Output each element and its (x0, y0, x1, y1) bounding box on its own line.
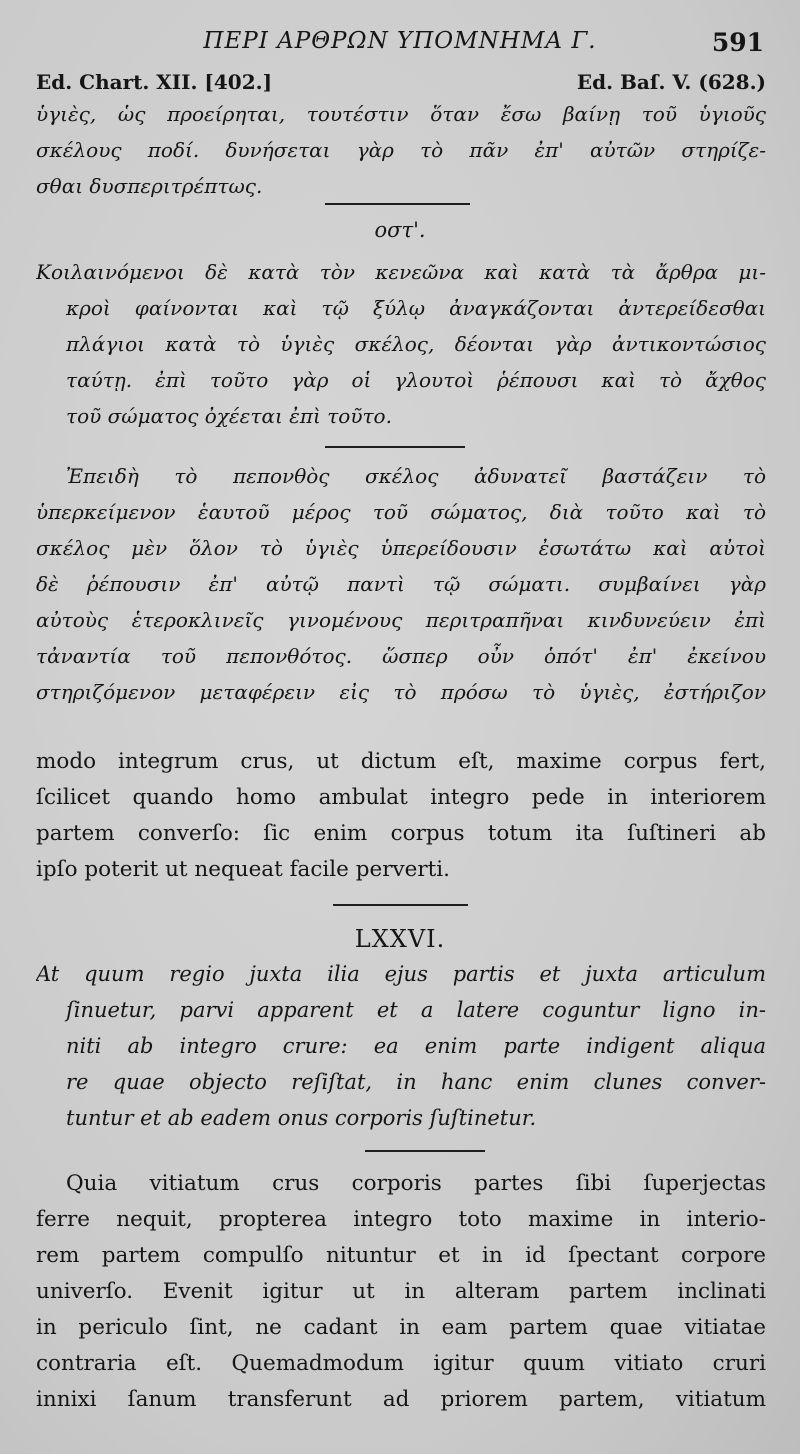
text-line: πλάγιοι κατὰ τὸ ὑγιὲς σκέλος, δέονται γὰρ ἀντικοντώσιος (66, 332, 766, 356)
text-line: innixi ſanum transferunt ad priorem partem, vitiatum (36, 1387, 766, 1412)
text-line: σκέλος μὲν ὅλον τὸ ὑγιὲς ὑπερείδουσιν ἐσωτάτω καὶ αὐτοὶ (36, 536, 766, 560)
text-line: Quia vitiatum crus corporis partes ſibi ſuperjectas (66, 1171, 766, 1196)
text-line: modo integrum crus, ut dictum eſt, maxime corpus fert, (36, 749, 766, 774)
text-line: ferre nequit, propterea integro toto maxime in interio- (36, 1207, 766, 1232)
text-line: tuntur et ab eadem onus corporis ſuſtinetur. (66, 1106, 537, 1130)
text-line: ſcilicet quando homo ambulat integro pede in interiorem (36, 785, 766, 810)
text-line: ſinuetur, parvi apparent et a latere coguntur ligno in- (66, 998, 766, 1022)
latin-galen-commentary (36, 1166, 766, 1418)
text-line: ταύτῃ. ἐπὶ τοῦτο γὰρ οἱ γλουτοὶ ῥέπουσι καὶ τὸ ἄχθος (66, 368, 766, 392)
text-line: rem partem compulſo nituntur et in id ſpectant corpore (36, 1243, 766, 1268)
text-line: univerſo. Evenit igitur ut in alteram partem inclinati (36, 1279, 766, 1304)
greek-continuation (36, 96, 766, 204)
greek-hippocrates-text (36, 254, 766, 434)
text-line: αὐτοὺς ἑτεροκλινεῖς γινομένους περιτραπῆναι κινδυνεύειν ἐπὶ (36, 608, 766, 632)
text-line: σθαι δυσπεριτρέπτως. (36, 174, 263, 198)
latin-continuation (36, 744, 766, 888)
text-line: Κοιλαινόμενοι δὲ κατὰ τὸν κενεῶνα καὶ κατὰ τὰ ἄρθρα μι- (36, 260, 766, 284)
text-line: στηριζόμενον μεταφέρειν εἰς τὸ πρόσω τὸ ὑγιὲς, ἐστήριζον (36, 680, 766, 704)
text-line: ipſo poterit ut nequeat facile perverti. (36, 857, 450, 882)
text-line: in periculo ſint, ne cadant in eam partem quae vitiatae (36, 1315, 766, 1340)
latin-section-number: LXXVI. (354, 925, 446, 953)
greek-galen-commentary (36, 458, 766, 710)
edition-chartier: Ed. Chart. XII. [402.] (36, 70, 273, 94)
separator-rule (365, 1150, 485, 1152)
text-line: δὲ ῥέπουσιν ἐπ' αὐτῷ παντὶ τῷ σώματι. συμβαίνει γὰρ (36, 572, 766, 596)
edition-basel: Ed. Baſ. V. (628.) (576, 70, 766, 94)
greek-section-number: οστ'. (374, 218, 426, 242)
text-line: τἀναντία τοῦ πεπονθότος. ὥσπερ οὖν ὁπότ' ἐπ' ἐκείνου (36, 644, 766, 668)
edition-line (36, 70, 766, 96)
running-title: ΠΕΡΙ ΑΡΘΡΩΝ ΥΠΟΜΝΗΜΑ Γ. (203, 28, 597, 54)
running-head (0, 28, 800, 62)
text-line: τοῦ σώματος ὀχέεται ἐπὶ τοῦτο. (66, 404, 392, 428)
separator-rule (325, 446, 465, 448)
latin-hippocrates-text (36, 956, 766, 1136)
separator-rule (325, 203, 470, 205)
text-line: niti ab integro crure: ea enim parte indigent aliqua (66, 1034, 766, 1058)
text-line: re quae objecto reſiſtat, in hanc enim clunes conver- (66, 1070, 766, 1094)
text-line: σκέλους ποδί. δυνήσεται γὰρ τὸ πᾶν ἐπ' αὐτῶν στηρίζε- (36, 138, 766, 162)
text-line: At quum regio juxta ilia ejus partis et juxta articulum (36, 962, 766, 986)
text-line: κροὶ φαίνονται καὶ τῷ ξύλῳ ἀναγκάζονται ἀντερείδεσθαι (66, 296, 766, 320)
page-number: 591 (711, 28, 764, 57)
text-line: ὑγιὲς, ὡς προείρηται, τουτέστιν ὅταν ἔσω βαίνῃ τοῦ ὑγιοῦς (36, 102, 766, 126)
text-line: contraria eſt. Quemadmodum igitur quum vitiato cruri (36, 1351, 766, 1376)
text-line: partem converſo: ſic enim corpus totum ita ſuſtineri ab (36, 821, 766, 846)
text-line: Ἐπειδὴ τὸ πεπονθὸς σκέλος ἀδυνατεῖ βαστάζειν τὸ (66, 464, 766, 488)
separator-rule (333, 904, 468, 906)
text-line: ὑπερκείμενον ἑαυτοῦ μέρος τοῦ σώματος, διὰ τοῦτο καὶ τὸ (36, 500, 766, 524)
